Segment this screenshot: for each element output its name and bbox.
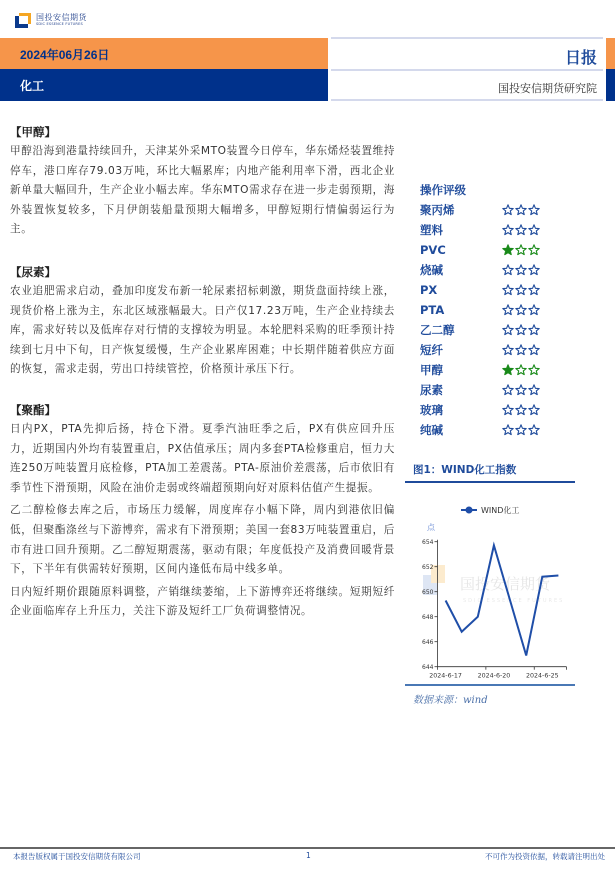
ratings-title: 操作评级: [420, 183, 466, 197]
rating-stars: [502, 324, 540, 336]
y-tick-label: 652: [422, 564, 434, 572]
institute-name: 国投安信期货研究院: [498, 82, 597, 95]
divider: [405, 684, 575, 686]
rating-product-name: 短纤: [420, 343, 443, 357]
star-outline-icon: [515, 364, 527, 376]
star-outline-icon: [528, 344, 540, 356]
star-outline-icon: [528, 424, 540, 436]
star-outline-icon: [502, 384, 514, 396]
rating-stars: [502, 384, 540, 396]
star-outline-icon: [528, 284, 540, 296]
svg-text:SDIC ESSENCE FUTURES: SDIC ESSENCE FUTURES: [463, 598, 565, 604]
section-urea: [10, 262, 395, 380]
rating-row: [420, 340, 600, 360]
logo-mark-icon: [15, 13, 31, 28]
logo-name-cn: 国投安信期货: [36, 12, 87, 22]
x-tick-label: 2024-6-25: [526, 672, 559, 680]
star-outline-icon: [515, 204, 527, 216]
header-date-bar-accent: [606, 38, 615, 69]
watermark: [423, 565, 564, 604]
rating-product-name: 塑料: [420, 223, 443, 237]
y-axis-label: 点: [427, 523, 435, 532]
section-polyester: [10, 400, 395, 622]
rating-product-name: PVC: [420, 243, 446, 257]
star-filled-icon: [502, 244, 514, 256]
star-outline-icon: [528, 224, 540, 236]
rating-row: [420, 360, 600, 380]
rating-stars: [502, 344, 540, 356]
star-outline-icon: [528, 404, 540, 416]
rating-row: [420, 400, 600, 420]
y-tick-label: 650: [422, 589, 434, 597]
star-outline-icon: [515, 424, 527, 436]
star-outline-icon: [502, 344, 514, 356]
rating-row: [420, 220, 600, 240]
star-outline-icon: [502, 424, 514, 436]
rating-stars: [502, 224, 540, 236]
rating-product-name: PX: [420, 283, 438, 297]
rating-stars: [502, 264, 540, 276]
rating-product-name: 纯碱: [420, 423, 443, 437]
rating-product-name: PTA: [420, 303, 445, 317]
star-filled-icon: [502, 364, 514, 376]
svg-text:国投安信期货: 国投安信期货: [460, 575, 551, 593]
star-outline-icon: [502, 204, 514, 216]
star-outline-icon: [502, 224, 514, 236]
star-outline-icon: [502, 324, 514, 336]
header-sector-bar-accent: [606, 69, 615, 101]
rating-product-name: 聚丙烯: [420, 203, 455, 217]
star-outline-icon: [528, 264, 540, 276]
divider: [331, 37, 603, 39]
page-number: 1: [306, 851, 311, 860]
company-logo: [15, 10, 87, 30]
divider: [331, 69, 603, 71]
y-tick-label: 648: [422, 614, 434, 622]
star-outline-icon: [528, 304, 540, 316]
header-title-panel: [331, 37, 603, 101]
star-outline-icon: [502, 304, 514, 316]
section-paragraph: 日内短纤期价跟随原料调整，产销继续萎缩，上下游博弈还将继续。短期短纤企业面临库存上升压力，关注下游及短纤工厂负荷调整情况。: [10, 585, 395, 618]
footer-disclaimer: 不可作为投资依据，转载请注明出处: [485, 852, 605, 861]
rating-product-name: 尿素: [420, 383, 443, 397]
star-outline-icon: [502, 264, 514, 276]
section-paragraph: 甲醇沿海到港量持续回升，天津某外采MTO装置今日停车，华东烯烃装置维持停车，港口库存79.03万吨，环比大幅累库；内地产能利用率下滑，西北企业新单量大幅回升，生产企业小幅去库。华东MTO需求存在进一步走弱预期，海外装置恢复较多，下月伊朗装船量预期大幅增多，甲醇短期行情偏弱运行为主。: [10, 145, 395, 236]
star-outline-icon: [502, 284, 514, 296]
star-outline-icon: [515, 344, 527, 356]
rating-stars: [502, 304, 540, 316]
rating-stars: [502, 284, 540, 296]
section-title: 【甲醇】: [10, 125, 56, 139]
divider: [405, 481, 575, 483]
star-outline-icon: [515, 224, 527, 236]
star-outline-icon: [528, 244, 540, 256]
y-tick-label: 644: [422, 664, 434, 672]
x-tick-label: 2024-6-20: [477, 672, 511, 680]
star-outline-icon: [515, 404, 527, 416]
footer-copyright: 本报告版权属于国投安信期货有限公司: [13, 852, 141, 861]
report-date: 2024年06月26日: [20, 48, 110, 62]
star-outline-icon: [515, 264, 527, 276]
star-outline-icon: [502, 404, 514, 416]
rating-product-name: 乙二醇: [420, 323, 455, 337]
logo-name-en: SDIC ESSENCE FUTURES: [36, 21, 83, 26]
rating-product-name: 甲醇: [420, 363, 443, 377]
figure-title: 图1：WIND化工指数: [413, 464, 517, 476]
data-source: 数据来源：wind: [413, 695, 488, 706]
rating-product-name: 玻璃: [420, 403, 443, 417]
star-outline-icon: [515, 324, 527, 336]
star-outline-icon: [528, 384, 540, 396]
footer-divider: [0, 847, 615, 849]
wind-chemical-index-chart: [405, 490, 585, 690]
star-outline-icon: [528, 364, 540, 376]
operation-ratings: [420, 180, 600, 440]
section-paragraph: 乙二醇检修去库之后，市场压力缓解，周度库存小幅下降，周内到港依旧偏低，但聚酯涤丝与下游博弈，需求有下滑预期；美国一套83万吨装置重启，后市有进口回升预期。乙二醇短期震荡，驱动有限；年度低投产及消费回暖背景下，下半年有供需转好预期，区间内逢低布局中线多单。: [10, 504, 395, 576]
rating-row: [420, 300, 600, 320]
star-outline-icon: [515, 244, 527, 256]
rating-stars: [502, 204, 540, 216]
x-tick-label: 2024-6-17: [429, 672, 462, 680]
section-title: 【尿素】: [10, 264, 56, 279]
section-methanol: [10, 122, 395, 240]
star-outline-icon: [528, 204, 540, 216]
rating-stars: [502, 404, 540, 416]
section-paragraph: 日内PX，PTA先抑后扬，持仓下滑。夏季汽油旺季之后，PX有供应回升压力，近期国内外均有装置重启，PX估值承压；周内多套PTA检修重启，恒力大连250万吨装置月底检修，PTA加工差震荡。PTA-原油价差震荡，后市依旧有季节性下滑预期，风险在油价走弱或终端超预期向好对原料估值产生提振。: [10, 422, 395, 494]
section-title: 【聚酯】: [10, 402, 56, 417]
rating-row: [420, 240, 600, 260]
y-tick-label: 646: [422, 639, 434, 647]
star-outline-icon: [515, 304, 527, 316]
divider: [331, 99, 603, 101]
star-outline-icon: [515, 284, 527, 296]
legend-label: WIND化工: [481, 506, 520, 515]
report-sector: 化工: [20, 79, 45, 93]
rating-row: [420, 420, 600, 440]
rating-stars: [502, 244, 540, 256]
star-outline-icon: [515, 384, 527, 396]
rating-stars: [502, 364, 540, 376]
rating-row: [420, 320, 600, 340]
rating-row: [420, 260, 600, 280]
header-sector-bar: [0, 69, 328, 101]
rating-row: [420, 380, 600, 400]
y-tick-label: 654: [422, 539, 434, 547]
legend-marker-icon: [466, 507, 473, 514]
commentary-column: [10, 122, 395, 622]
report-type: 日报: [564, 48, 597, 67]
star-outline-icon: [528, 324, 540, 336]
rating-stars: [502, 424, 540, 436]
section-paragraph: 农业追肥需求启动，叠加印度发布新一轮尿素招标刺激，期货盘面持续上涨，现货价格上涨为主，东北区域涨幅最大。日产仅17.23万吨，生产企业持续去库，需求好转以及低库存对行情的支撑较为明显。本轮肥料采购的旺季预计持续到七月中下旬，日产恢复缓慢，生产企业累库困难；中长期伴随着供应方面的恢复，需求走弱，劳出口持续管控，价格预计承压下行。: [10, 284, 395, 376]
rating-row: [420, 280, 600, 300]
rating-row: [420, 200, 600, 220]
rating-product-name: 烧碱: [420, 263, 443, 277]
